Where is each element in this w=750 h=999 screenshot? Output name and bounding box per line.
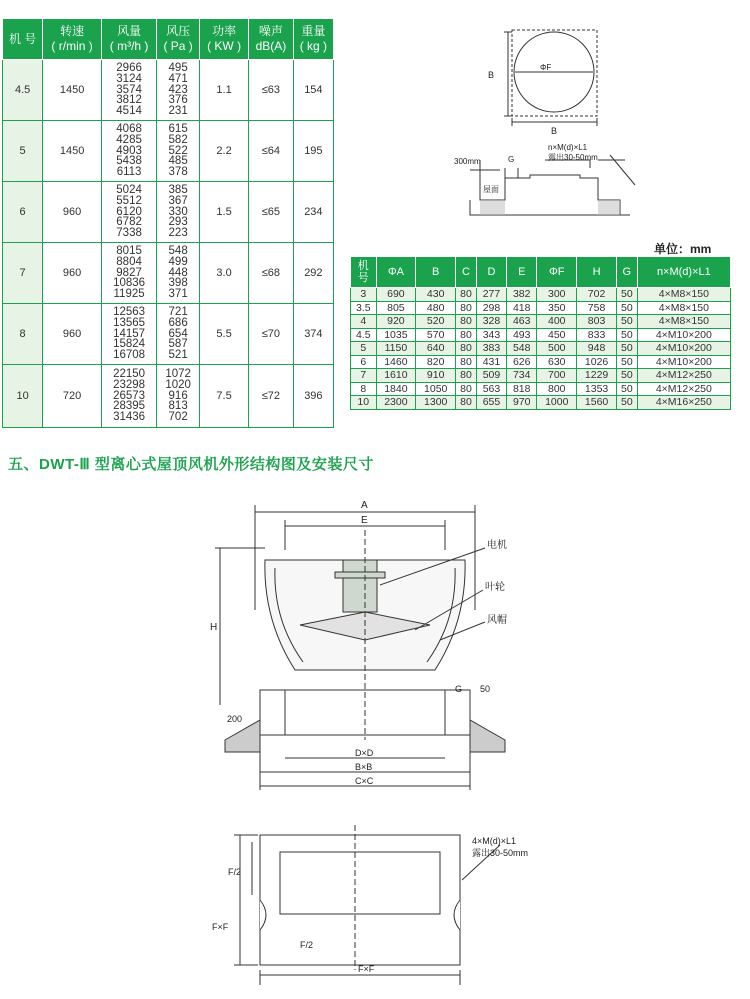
perf-cell: 721 686 654 587 521: [157, 304, 200, 365]
perf-cell: 5024 5512 6120 6782 7338: [101, 182, 156, 243]
dim-dxd-label: D×D: [355, 748, 374, 758]
dim-cell: 350: [537, 301, 577, 315]
perf-cell: 195: [293, 121, 333, 182]
perf-cell: 12563 13565 14157 15824 16708: [101, 304, 156, 365]
dim-cell: 803: [577, 315, 617, 329]
dim-cell: 343: [476, 328, 506, 342]
dim-50-label: 50: [480, 684, 491, 694]
dim-header-cell: ΦF: [537, 257, 577, 288]
perf-cell: 1072 1020 916 813 702: [157, 365, 200, 428]
foundation-detail-drawing: [450, 0, 710, 235]
dim-cell: 50: [616, 396, 637, 410]
dim-header-cell: E: [507, 257, 537, 288]
plan-bolt-expose-label: 露出30-50mm: [472, 848, 529, 858]
dim-cell: 640: [416, 342, 456, 356]
dim-cell: 509: [476, 369, 506, 383]
dim-cell: 1353: [577, 382, 617, 396]
roof-label: 屋面: [483, 185, 499, 194]
dim-fxf-horizontal-label: F×F: [358, 964, 375, 974]
dim-cell: 430: [416, 288, 456, 302]
dim-cell: 800: [537, 382, 577, 396]
dim-cell: 630: [537, 355, 577, 369]
section-title: 五、DWT-Ⅲ 型离心式屋顶风机外形结构图及安装尺寸: [8, 456, 374, 473]
perf-cell: 960: [43, 182, 102, 243]
dim-e-label: E: [361, 515, 368, 526]
dim-f2-vertical-label: F/2: [228, 867, 242, 877]
dim-row: [351, 288, 731, 302]
dim-cell: 418: [507, 301, 537, 315]
perf-header-cell: 噪声 dB(A): [249, 19, 294, 60]
dim-cell: 50: [616, 342, 637, 356]
dim-cell: 493: [507, 328, 537, 342]
perf-cell: 374: [293, 304, 333, 365]
dim-header-cell: G: [616, 257, 637, 288]
perf-row: [3, 365, 334, 428]
perf-cell: 3.0: [200, 243, 249, 304]
dim-cell: 400: [537, 315, 577, 329]
perf-cell: 1.5: [200, 182, 249, 243]
dim-cell: 383: [476, 342, 506, 356]
dim-cell: 4.5: [351, 328, 377, 342]
fan-elevation-drawing: [205, 490, 545, 810]
dim-cell: 948: [577, 342, 617, 356]
dim-300mm-label: 300mm: [454, 157, 481, 166]
perf-cell: ≤63: [249, 60, 294, 121]
dim-cell: 4×M10×200: [637, 355, 730, 369]
dim-cell: 548: [507, 342, 537, 356]
dim-cell: 4×M10×200: [637, 342, 730, 356]
perf-header-cell: 重量 ( kg ): [293, 19, 333, 60]
dim-cell: 450: [537, 328, 577, 342]
perf-cell: 720: [43, 365, 102, 428]
dim-cell: 563: [476, 382, 506, 396]
dim-cell: 4×M10×200: [637, 328, 730, 342]
perf-cell: 8: [3, 304, 43, 365]
perf-header-cell: 转速 ( r/min ): [43, 19, 102, 60]
perf-cell: 5.5: [200, 304, 249, 365]
dim-cell: 300: [537, 288, 577, 302]
dim-cxc-label: C×C: [355, 776, 374, 786]
dim-cell: 80: [456, 396, 477, 410]
dim-header-cell: n×M(d)×L1: [637, 257, 730, 288]
perf-row: [3, 243, 334, 304]
perf-cell: 396: [293, 365, 333, 428]
dim-cell: 50: [616, 301, 637, 315]
dim-cell: 50: [616, 369, 637, 383]
dim-cell: 6: [351, 355, 377, 369]
perf-cell: 234: [293, 182, 333, 243]
perf-cell: 615 582 522 485 378: [157, 121, 200, 182]
perf-cell: 960: [43, 243, 102, 304]
dim-header-cell: H: [577, 257, 617, 288]
perf-row: [3, 121, 334, 182]
dim-cell: 805: [376, 301, 416, 315]
perf-cell: 7.5: [200, 365, 249, 428]
dim-fxf-vertical-label: F×F: [212, 922, 229, 932]
dim-cell: 80: [456, 288, 477, 302]
perf-cell: 6: [3, 182, 43, 243]
perf-cell: ≤65: [249, 182, 294, 243]
perf-row: [3, 182, 334, 243]
dim-cell: 50: [616, 355, 637, 369]
dim-cell: 298: [476, 301, 506, 315]
perf-cell: 154: [293, 60, 333, 121]
dim-cell: 758: [577, 301, 617, 315]
dim-cell: 1460: [376, 355, 416, 369]
dim-cell: 1560: [577, 396, 617, 410]
dim-cell: 7: [351, 369, 377, 383]
dim-cell: 1610: [376, 369, 416, 383]
perf-cell: 292: [293, 243, 333, 304]
dim-cell: 4×M16×250: [637, 396, 730, 410]
dim-cell: 382: [507, 288, 537, 302]
dimension-table: [350, 256, 731, 410]
dim-cell: 80: [456, 328, 477, 342]
dim-cell: 4×M8×150: [637, 288, 730, 302]
perf-row: [3, 60, 334, 121]
perf-cell: 2.2: [200, 121, 249, 182]
dim-cell: 463: [507, 315, 537, 329]
dim-cell: 1229: [577, 369, 617, 383]
dim-200-label: 200: [227, 714, 243, 724]
dim-cell: 328: [476, 315, 506, 329]
dim-header-cell: D: [476, 257, 506, 288]
dim-row: [351, 301, 731, 315]
dim-header-cell: C: [456, 257, 477, 288]
dim-cell: 818: [507, 382, 537, 396]
perf-cell: 1450: [43, 60, 102, 121]
dim-cell: 1026: [577, 355, 617, 369]
dim-h-label: H: [210, 622, 218, 633]
dim-cell: 970: [507, 396, 537, 410]
dim-cell: 3: [351, 288, 377, 302]
dim-cell: 690: [376, 288, 416, 302]
perf-header-cell: 机 号: [3, 19, 43, 60]
dim-cell: 4: [351, 315, 377, 329]
dim-cell: 4×M12×250: [637, 382, 730, 396]
dim-bxb-label: B×B: [355, 762, 373, 772]
dim-cell: 5: [351, 342, 377, 356]
dim-cell: 1840: [376, 382, 416, 396]
dim-cell: 500: [537, 342, 577, 356]
dim-g-label: G: [508, 155, 515, 164]
dim-cell: 833: [577, 328, 617, 342]
perf-cell: ≤72: [249, 365, 294, 428]
dim-cell: 1150: [376, 342, 416, 356]
dim-cell: 1035: [376, 328, 416, 342]
base-plan-drawing: [200, 820, 560, 990]
dim-cell: 4×M12×250: [637, 369, 730, 383]
dim-cell: 50: [616, 315, 637, 329]
dim-cell: 80: [456, 382, 477, 396]
perf-cell: 548 499 448 398 371: [157, 243, 200, 304]
dim-cell: 920: [376, 315, 416, 329]
bolt-spec-label: n×M(d)×L1: [548, 143, 588, 152]
perf-cell: 4068 4285 4903 5438 6113: [101, 121, 156, 182]
dim-cell: 431: [476, 355, 506, 369]
perf-header-cell: 风压 ( Pa ): [157, 19, 200, 60]
perf-cell: 1450: [43, 121, 102, 182]
plan-bolt-spec-label: 4×M(d)×L1: [472, 836, 517, 846]
dim-cell: 480: [416, 301, 456, 315]
bolt-expose-label: 露出30-50mm: [548, 153, 598, 162]
dim-cell: 734: [507, 369, 537, 383]
dim-f2-horizontal-label: F/2: [300, 940, 314, 950]
dim-cell: 80: [456, 355, 477, 369]
dim-row: [351, 355, 731, 369]
dim-cell: 820: [416, 355, 456, 369]
dim-header-cell: B: [416, 257, 456, 288]
dim-cell: 50: [616, 288, 637, 302]
dim-header-cell: ΦA: [376, 257, 416, 288]
dim-cell: 520: [416, 315, 456, 329]
perf-cell: 10: [3, 365, 43, 428]
perf-cell: 495 471 423 376 231: [157, 60, 200, 121]
unit-label: 单位：mm: [654, 242, 712, 256]
perf-header-cell: 功率 ( KW ): [200, 19, 249, 60]
dim-row: [351, 342, 731, 356]
impeller-label: 叶轮: [485, 582, 505, 593]
dim-g-label: G: [455, 684, 463, 694]
dim-cell: 570: [416, 328, 456, 342]
dim-cell: 80: [456, 301, 477, 315]
dim-row: [351, 315, 731, 329]
perf-cell: 960: [43, 304, 102, 365]
dim-cell: 50: [616, 328, 637, 342]
dim-cell: 655: [476, 396, 506, 410]
dim-b-left-label: B: [488, 70, 495, 80]
dim-cell: 1300: [416, 396, 456, 410]
dim-cell: 626: [507, 355, 537, 369]
dim-b-bottom-label: B: [551, 126, 558, 136]
dim-cell: 10: [351, 396, 377, 410]
perf-cell: ≤70: [249, 304, 294, 365]
dim-row: [351, 328, 731, 342]
dim-cell: 910: [416, 369, 456, 383]
dim-row: [351, 369, 731, 383]
dim-row: [351, 396, 731, 410]
dim-phi-f-label: ΦF: [540, 63, 552, 72]
perf-cell: 8015 8804 9827 10836 11925: [101, 243, 156, 304]
dim-row: [351, 382, 731, 396]
perf-header-cell: 风量 ( m³/h ): [101, 19, 156, 60]
perf-cell: 2966 3124 3574 3812 4514: [101, 60, 156, 121]
dim-cell: 80: [456, 369, 477, 383]
dim-cell: 50: [616, 382, 637, 396]
motor-label: 电机: [487, 540, 507, 551]
dim-cell: 80: [456, 315, 477, 329]
perf-cell: 1.1: [200, 60, 249, 121]
perf-cell: 22150 23298 26573 28395 31436: [101, 365, 156, 428]
perf-cell: ≤64: [249, 121, 294, 182]
dim-cell: 277: [476, 288, 506, 302]
perf-cell: 4.5: [3, 60, 43, 121]
dim-cell: 1050: [416, 382, 456, 396]
perf-cell: ≤68: [249, 243, 294, 304]
cap-label: 风帽: [487, 615, 507, 626]
perf-row: [3, 304, 334, 365]
dim-cell: 4×M8×150: [637, 301, 730, 315]
dim-cell: 3.5: [351, 301, 377, 315]
dim-cell: 1000: [537, 396, 577, 410]
perf-cell: 385 367 330 293 223: [157, 182, 200, 243]
dim-cell: 4×M8×150: [637, 315, 730, 329]
perf-cell: 7: [3, 243, 43, 304]
dim-cell: 2300: [376, 396, 416, 410]
dim-header-cell: 机 号: [351, 257, 377, 288]
dim-cell: 8: [351, 382, 377, 396]
performance-table: [2, 18, 334, 428]
perf-cell: 5: [3, 121, 43, 182]
dim-cell: 702: [577, 288, 617, 302]
dim-a-label: A: [361, 500, 368, 511]
dim-cell: 700: [537, 369, 577, 383]
dim-cell: 80: [456, 342, 477, 356]
